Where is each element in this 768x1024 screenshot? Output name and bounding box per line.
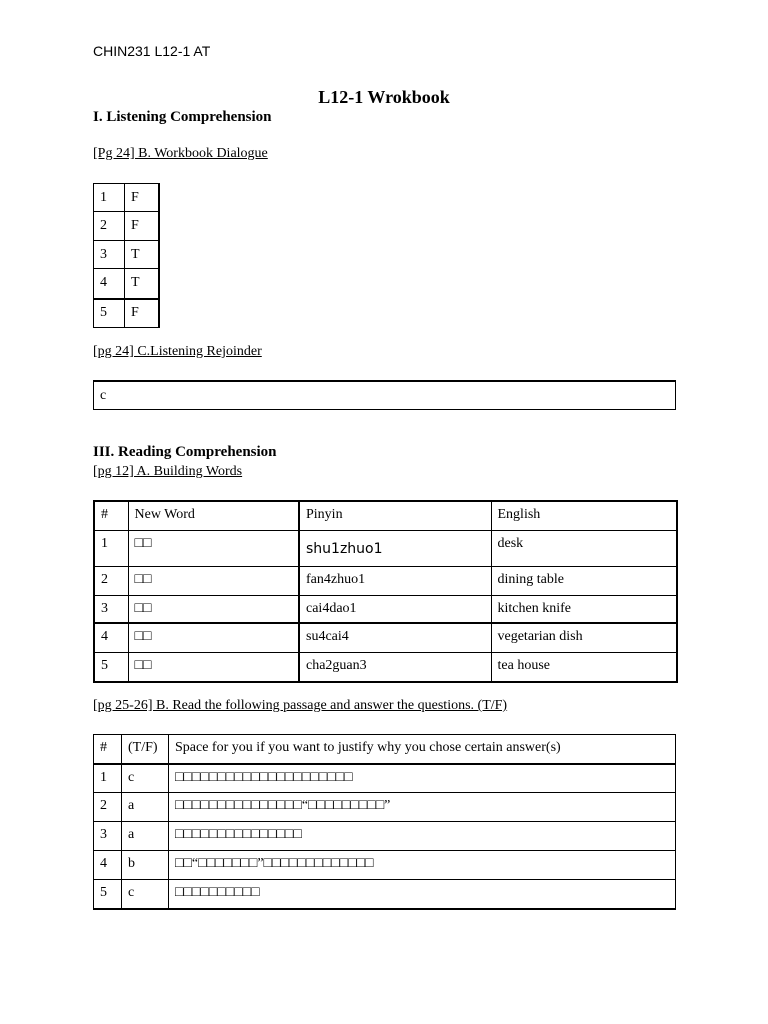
cell-english: tea house (491, 652, 677, 682)
cell-english: kitchen knife (491, 595, 677, 623)
cell-pinyin: cha2guan3 (299, 652, 491, 682)
table-row (94, 851, 676, 880)
rejoinder-answer-box (93, 380, 676, 410)
column-header-justification: Space for you if you want to justify why you chose certain answer(s) (169, 735, 676, 764)
cell-number: 4 (94, 623, 128, 652)
cell-number: 2 (94, 566, 128, 595)
cell-english: dining table (491, 566, 677, 595)
section-heading-listening: I. Listening Comprehension (93, 109, 272, 125)
answer-value: F (125, 212, 159, 241)
cell-new-word: □□ (128, 652, 299, 682)
answer-row (94, 212, 159, 241)
answer-number: 3 (94, 241, 125, 269)
section-heading-reading: III. Reading Comprehension (93, 444, 277, 460)
cell-new-word: □□ (128, 530, 299, 566)
table-row (94, 652, 677, 682)
cell-number: 2 (94, 793, 122, 822)
cell-number: 1 (94, 764, 122, 793)
cell-new-word: □□ (128, 595, 299, 623)
cell-answer: a (122, 793, 169, 822)
answer-number: 1 (94, 184, 125, 212)
cell-justification: □□□□□□□□□□□□□□□□□□□□□ (169, 764, 676, 793)
answer-value: T (125, 241, 159, 269)
cell-number: 1 (94, 530, 128, 566)
table-row (94, 566, 677, 595)
answer-row (94, 269, 159, 299)
table-header-row (94, 735, 676, 764)
table-row (94, 880, 676, 909)
column-header-true-false: (T/F) (122, 735, 169, 764)
cell-pinyin: fan4zhuo1 (299, 566, 491, 595)
cell-number: 4 (94, 851, 122, 880)
cell-justification: □□□□□□□□□□ (169, 880, 676, 909)
table-row (94, 623, 677, 652)
answer-value: T (125, 269, 159, 299)
cell-english: vegetarian dish (491, 623, 677, 652)
cell-pinyin (299, 530, 491, 566)
cell-answer: c (122, 764, 169, 793)
cell-number: 5 (94, 880, 122, 909)
column-header-number: # (94, 501, 128, 530)
cell-number: 5 (94, 652, 128, 682)
cell-justification: □□□□□□□□□□□□□□□ (169, 822, 676, 851)
workbook-dialogue-answer-table (93, 183, 160, 328)
table-row (94, 530, 677, 566)
course-header: CHIN231 L12-1 AT (93, 43, 211, 59)
cell-answer: a (122, 822, 169, 851)
cell-english: desk (491, 530, 677, 566)
answer-number: 4 (94, 269, 125, 299)
cell-justification: □□□□□□□□□□□□□□□“□□□□□□□□□” (169, 793, 676, 822)
part-label-reading-passage: [pg 25-26] B. Read the following passage and answer the questions. (T/F) (93, 698, 508, 713)
part-label-building-words: [pg 12] A. Building Words (93, 464, 243, 479)
answer-number: 5 (94, 299, 125, 328)
cell-answer: b (122, 851, 169, 880)
rejoinder-answer: c (100, 388, 107, 403)
cell-new-word: □□ (128, 566, 299, 595)
cell-number: 3 (94, 822, 122, 851)
part-label-listening-rejoinder: [pg 24] C.Listening Rejoinder (93, 344, 262, 359)
table-row (94, 793, 676, 822)
page-title: L12-1 Wrokbook (318, 87, 450, 107)
answer-row (94, 241, 159, 269)
column-header-english: English (491, 501, 677, 530)
answer-row (94, 184, 159, 212)
cell-answer: c (122, 880, 169, 909)
building-words-table (93, 500, 678, 683)
answer-row (94, 299, 159, 328)
column-header-pinyin: Pinyin (299, 501, 491, 530)
table-row (94, 822, 676, 851)
cell-new-word: □□ (128, 623, 299, 652)
pinyin-text: shu1zhuo1 (306, 540, 383, 557)
cell-justification: □□“□□□□□□□”□□□□□□□□□□□□□ (169, 851, 676, 880)
cell-pinyin: su4cai4 (299, 623, 491, 652)
answer-number: 2 (94, 212, 125, 241)
answer-value: F (125, 184, 159, 212)
table-row (94, 595, 677, 623)
column-header-new-word: New Word (128, 501, 299, 530)
answer-value: F (125, 299, 159, 328)
part-label-workbook-dialogue: [Pg 24] B. Workbook Dialogue (93, 146, 268, 161)
column-header-number: # (94, 735, 122, 764)
cell-pinyin: cai4dao1 (299, 595, 491, 623)
reading-passage-table (93, 734, 676, 910)
cell-number: 3 (94, 595, 128, 623)
table-header-row (94, 501, 677, 530)
table-row (94, 764, 676, 793)
